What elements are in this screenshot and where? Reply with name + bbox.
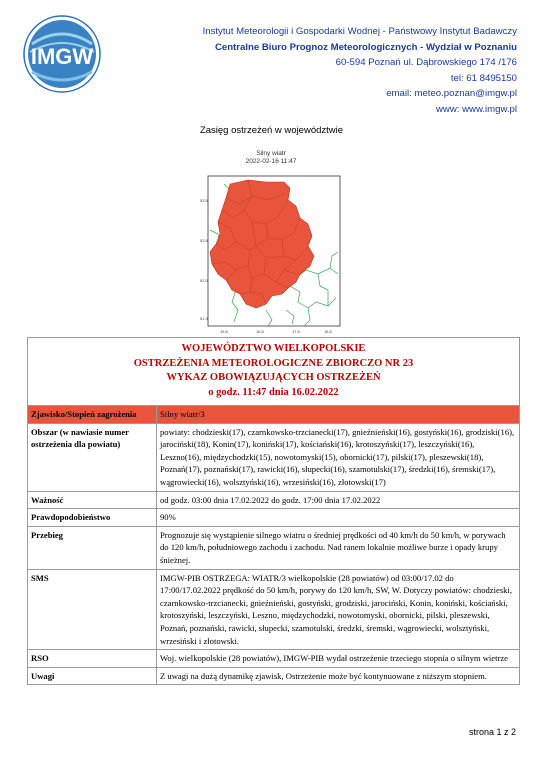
voivodeship-title: WOJEWÓDZTWO WIELKOPOLSKIE xyxy=(181,343,366,354)
office-name: Centralne Biuro Prognoz Meteorologicznych - Wydział w Poznaniu xyxy=(214,41,517,53)
svg-text:53.5: 53.5 xyxy=(200,198,208,203)
warning-table xyxy=(27,337,520,685)
svg-text:51.3: 51.3 xyxy=(200,316,208,321)
table-row xyxy=(28,526,520,569)
list-title: WYKAZ OBOWIĄZUJĄCYCH OSTRZEŻEŃ xyxy=(166,372,381,383)
institute-name: Instytut Meteorologii i Gospodarki Wodnej - Państwowy Instytut Badawczy xyxy=(202,26,517,37)
svg-text:16.8: 16.8 xyxy=(256,329,264,334)
phenomenon-label: Zjawisko/Stopień zagrożenia xyxy=(28,406,157,424)
table-row xyxy=(28,491,520,509)
map-title: Zasięg ostrzeżeń w województwie xyxy=(199,125,344,136)
svg-text:15.8: 15.8 xyxy=(220,329,228,334)
phone: tel: 61 8495150 xyxy=(450,72,517,84)
warning-header xyxy=(28,338,520,406)
table-row xyxy=(28,667,520,685)
validity-label: Ważność xyxy=(28,491,157,509)
probability-value: 90% xyxy=(157,509,520,527)
imgw-logo xyxy=(22,14,102,94)
table-row xyxy=(28,650,520,668)
svg-text:52.8: 52.8 xyxy=(200,238,208,243)
phenomenon-value: Silny wiatr/3 xyxy=(157,406,520,424)
table-row xyxy=(28,423,520,491)
region-map xyxy=(196,170,346,338)
map-datetime: 2022-02-16 11:47 xyxy=(245,158,297,165)
table-row xyxy=(28,509,520,527)
validity-value: od godz. 03:00 dnia 17.02.2022 do godz. 17:00 dnia 17.02.2022 xyxy=(157,491,520,509)
map-phenomenon: Silny wiatr xyxy=(256,150,286,157)
svg-text:18.8: 18.8 xyxy=(324,329,332,334)
area-value: powiaty: chodzieski(17), czarnkowsko-trzcianecki(17), gnieźnieński(16), gostyński(16), grodziski(16), jarociński(18), Konin(17), koniński(17), kościański(16), krotoszyński(17), leszczyński(16), Leszno(16), międzychodzki(15), nowotomyski(15), obornicki(17), pilski(17), pleszewski(18), Poznań(17), poznański(17), rawicki(16), słupecki(16), szamotulski(17), średzki(16), śremski(17), wągrowiecki(16), wolsztyński(16), wrzesiński(16), złotowski(17) xyxy=(157,423,520,491)
rso-value: Woj. wielkopolskie (28 powiatów), IMGW-PIB wydał ostrzeżenie trzeciego stopnia o silnym wietrze xyxy=(157,650,520,668)
logo-text: IMGW xyxy=(30,44,94,69)
rso-label: RSO xyxy=(28,650,157,668)
svg-text:52.0: 52.0 xyxy=(200,278,208,283)
probability-label: Prawdopodobieństwo xyxy=(28,509,157,527)
address: 60-594 Poznań ul. Dąbrowskiego 174 /176 xyxy=(335,57,517,68)
table-row xyxy=(28,406,520,424)
email-link[interactable]: email: meteo.poznan@imgw.pl xyxy=(386,88,517,99)
sms-value: IMGW-PIB OSTRZEGA: WIATR/3 wielkopolskie (28 powiatów) od 03:00/17.02 do 17:00/17.02.2022 prędkość do 50 km/h, porywy do 120 km/h, SW, W. Dotyczy powiatów: chodzieski, czarnkowsko-trzcianecki, gnieźnieński, gostyński, grodziski, jarociński, Konin, koniński, kościański, krotoszyński, leszczyński, Leszno, międzychodzki, nowotomyski, obornicki, pilski, pleszewski, Poznań, poznański, rawicki, słupecki, szamotulski, średzki, śremski, wągrowiecki, wolsztyński, wrzesiński i złotowski. xyxy=(157,569,520,650)
bulletin-title: OSTRZEŻENIA METEOROLOGICZNE ZBIORCZO NR 23 xyxy=(133,357,414,369)
institute-header xyxy=(203,24,517,117)
warning-map xyxy=(196,150,346,338)
sms-label: SMS xyxy=(28,569,157,650)
course-label: Przebieg xyxy=(28,526,157,569)
area-label: Obszar (w nawiasie numer ostrzeżenia dla powiatu) xyxy=(28,423,157,491)
website-link[interactable]: www: www.imgw.pl xyxy=(435,103,517,115)
svg-text:17.8: 17.8 xyxy=(292,329,300,334)
page-number: strona 1 z 2 xyxy=(468,727,516,737)
issue-time: o godz. 11:47 dnia 16.02.2022 xyxy=(208,386,339,398)
notes-label: Uwagi xyxy=(28,667,157,685)
notes-value: Z uwagi na dużą dynamikę zjawisk, Ostrzeżenie może być kontynuowane z niższym stopniem. xyxy=(157,667,520,685)
course-value: Prognozuje się wystąpienie silnego wiatru o średniej prędkości od 40 km/h do 50 km/h, w porywach do 120 km/h, południowego zachodu i zachodu. Nad ranem lokalnie możliwe burze i opady krupy śnieżnej. xyxy=(157,526,520,569)
table-row xyxy=(28,569,520,650)
